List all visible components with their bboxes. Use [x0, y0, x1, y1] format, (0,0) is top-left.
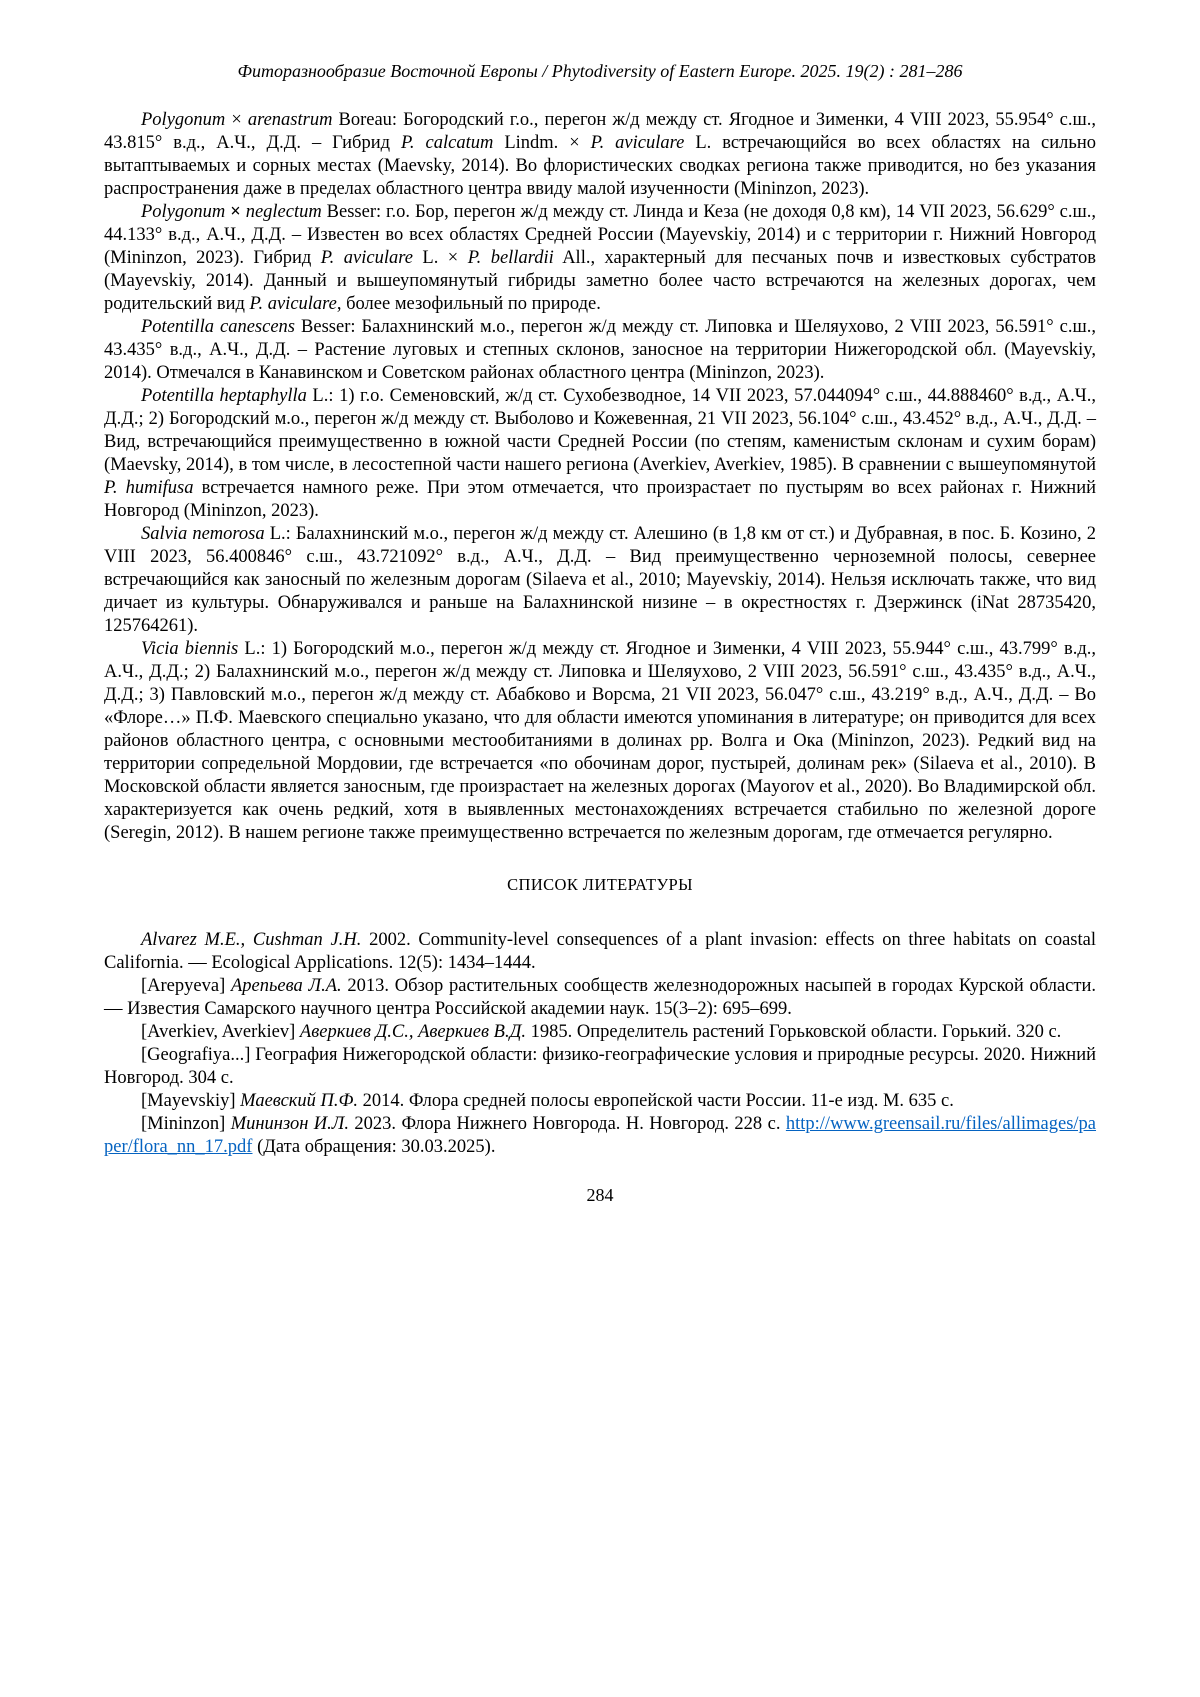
journal-running-head: Фиторазнообразие Восточной Европы / Phytodiversity of Eastern Europe. 2025. 19(2) : 281–286	[237, 61, 963, 81]
species-name: Salvia nemorosa	[141, 524, 265, 544]
text-run: , более мезофильный по природе.	[336, 294, 601, 314]
body-paragraph	[104, 523, 1096, 638]
species-name: P. humifusa	[104, 478, 194, 498]
text-run: Boreau: Богородский г.о., перегон ж/д между ст. Ягодное и Зименки, 4 VIII 2023, 55.954° с.ш., 43.815° в.д., А.Ч., Д.Д. – Гибрид	[104, 110, 1096, 153]
species-name: P. bellardii	[467, 248, 554, 268]
references-heading: СПИСОК ЛИТЕРАТУРЫ	[507, 875, 693, 894]
species-name: Polygonum	[141, 202, 226, 222]
text-run: встречается намного реже. При этом отмечается, что произрастает по пустырям во всех районах г. Нижний Новгород (Mininzon, 2023).	[104, 478, 1096, 521]
species-name: Potentilla canescens	[141, 317, 295, 337]
reference-item	[104, 1021, 1096, 1044]
reference-link[interactable]: http://www.greensail.ru/files/allimages/paper/flora_nn_17.pdf	[104, 1114, 1097, 1157]
reference-item	[104, 1044, 1096, 1090]
body-paragraph	[104, 109, 1096, 201]
text-run: [Mininzon]	[141, 1114, 231, 1134]
reference-authors: Маевский П.Ф.	[240, 1091, 359, 1111]
species-name: Vicia biennis	[141, 639, 239, 659]
text-run: 2013. Обзор растительных сообществ железнодорожных насыпей в городах Курской области. — Известия Самарского научного центра Российской академии наук. 15(3–2): 695–699.	[104, 976, 1096, 1019]
text-run: L.: Балахнинский м.о., перегон ж/д между ст. Алешино (в 1,8 км от ст.) и Дубравная, в пос. Б. Козино, 2 VIII 2023, 56.400846° с.ш., 43.721092° в.д., А.Ч., Д.Д. – Вид преимущественно черноземной полосы, севернее встречающийся как заносный по железным дорогам (Silaeva et al., 2010; Mayevskiy, 2014). Нельзя исключать также, что вид дичает из культуры. Обнаруживался и раньше на Балахнинской низине – в окрестностях г. Дзержинск (iNat 28735420, 125764261).	[104, 524, 1096, 636]
species-name: neglectum	[245, 202, 322, 222]
article-body	[104, 109, 1096, 845]
text-run: (Дата обращения: 30.03.2025).	[252, 1137, 496, 1157]
text-run: L. встречающийся во всех областях на сильно вытаптываемых и сорных местах (Maevsky, 2014). Во флористических сводках региона также приводится, но без указания распространения даже в пределах областного центра ввиду малой изученности (Mininzon, 2023).	[104, 133, 1096, 199]
species-name: Potentilla heptaphylla	[141, 386, 307, 406]
text-run: [Arepyeva]	[141, 976, 231, 996]
reference-item	[104, 1113, 1096, 1159]
body-paragraph	[104, 638, 1096, 845]
reference-authors: Аверкиев Д.С., Аверкиев В.Д.	[299, 1022, 526, 1042]
species-name: P. aviculare	[320, 248, 413, 268]
species-name: arenastrum	[247, 110, 333, 130]
text-run: L.: 1) г.о. Семеновский, ж/д ст. Сухобезводное, 14 VII 2023, 57.044094° с.ш., 44.888460° в.д., А.Ч., Д.Д.; 2) Богородский м.о., перегон ж/д между ст. Выболово и Кожевенная, 21 VII 2023, 56.104° с.ш., 43.452° в.д., А.Ч., Д.Д. – Вид, встречающийся преимущественно в южной части Средней России (по степям, каменистым склонам и сухим борам) (Maevsky, 2014), в том числе, в лесостепной части нашего региона (Averkiev, Averkiev, 1985). В сравнении с вышеупомянутой	[104, 386, 1096, 475]
text-run: 2023. Флора Нижнего Новгорода. Н. Новгород. 228 с.	[348, 1114, 786, 1134]
page-number: 284	[586, 1185, 614, 1205]
text-run: 2014. Флора средней полосы европейской части России. 11-е изд. М. 635 с.	[358, 1091, 954, 1111]
text-run: 2002. Community-level consequences of a plant invasion: effects on three habitats on coastal California. — Ecological Applications. 12(5): 1434–1444.	[104, 930, 1096, 973]
text-run: 1985. Определитель растений Горьковской области. Горький. 320 с.	[525, 1022, 1062, 1042]
text-run: Lindm. ×	[493, 133, 591, 153]
text-run: [Mayevskiy]	[141, 1091, 241, 1111]
reference-item	[104, 1090, 1096, 1113]
text-run: ×	[225, 202, 246, 222]
body-paragraph	[104, 316, 1096, 385]
text-run: All., характерный для песчаных почв и известковых субстратов (Mayevskiy, 2014). Данный и вышеупомянутый гибриды заметно более часто встречаются на железных дорогах, чем родительский вид	[104, 248, 1097, 314]
text-run: [Averkiev, Averkiev]	[141, 1022, 300, 1042]
reference-authors: Мининзон И.Л.	[230, 1114, 349, 1134]
body-paragraph	[104, 385, 1096, 523]
species-name: P. calcatum	[401, 133, 494, 153]
reference-authors: Alvarez M.E., Cushman J.H.	[141, 930, 362, 950]
text-run: ×	[225, 110, 248, 130]
species-name: P. aviculare	[249, 294, 337, 314]
references-list	[104, 929, 1096, 1159]
text-run: Besser: Балахнинский м.о., перегон ж/д между ст. Липовка и Шеляухово, 2 VIII 2023, 56.591° с.ш., 43.435° в.д., А.Ч., Д.Д. – Растение луговых и степных склонов, заносное на территории Нижегородской обл. (Mayevskiy, 2014). Отмечался в Канавинском и Советском районах областного центра (Mininzon, 2023).	[104, 317, 1096, 383]
reference-item	[104, 975, 1096, 1021]
text-run: L. ×	[412, 248, 468, 268]
reference-item	[104, 929, 1096, 975]
text-run: [Geografiya...] География Нижегородской области: физико-географические условия и природные ресурсы. 2020. Нижний Новгород. 304 с.	[104, 1045, 1096, 1088]
text-run: Besser: г.о. Бор, перегон ж/д между ст. Линда и Кеза (не доходя 0,8 км), 14 VII 2023, 56.629° с.ш., 44.133° в.д., А.Ч., Д.Д. – Известен во всех областях Средней России (Mayevskiy, 2014) и с территории г. Нижний Новгород (Mininzon, 2023). Гибрид	[104, 202, 1096, 268]
body-paragraph	[104, 201, 1096, 316]
text-run: L.: 1) Богородский м.о., перегон ж/д между ст. Ягодное и Зименки, 4 VIII 2023, 55.944° с.ш., 43.799° в.д., А.Ч., Д.Д.; 2) Балахнинский м.о., перегон ж/д между ст. Липовка и Шеляухово, 2 VIII 2023, 56.591° с.ш., 43.435° в.д., А.Ч., Д.Д.; 3) Павловский м.о., перегон ж/д между ст. Абабково и Ворсма, 21 VII 2023, 56.047° с.ш., 43.219° в.д., А.Ч., Д.Д. – Во «Флоре…» П.Ф. Маевского специально указано, что для области имеются упоминания в литературе; он приводится для всех районов областного центра, с основными местообитаниями в долинах рр. Волга и Ока (Mininzon, 2023). Редкий вид на территории сопредельной Мордовии, где встречается «по обочинам дорог, пустырей, долинам рек» (Silaeva et al., 2010). В Московской области является заносным, где произрастает на железных дорогах (Mayorov et al., 2020). Во Владимирской обл. характеризуется как очень редкий, хотя в выявленных местонахождениях встречается стабильно по железной дороге (Seregin, 2012). В нашем регионе также преимущественно встречается по железным дорогам, где отмечается регулярно.	[104, 639, 1096, 843]
species-name: Polygonum	[141, 110, 226, 130]
species-name: P. aviculare	[590, 133, 685, 153]
reference-authors: Арепьева Л.А.	[230, 976, 342, 996]
